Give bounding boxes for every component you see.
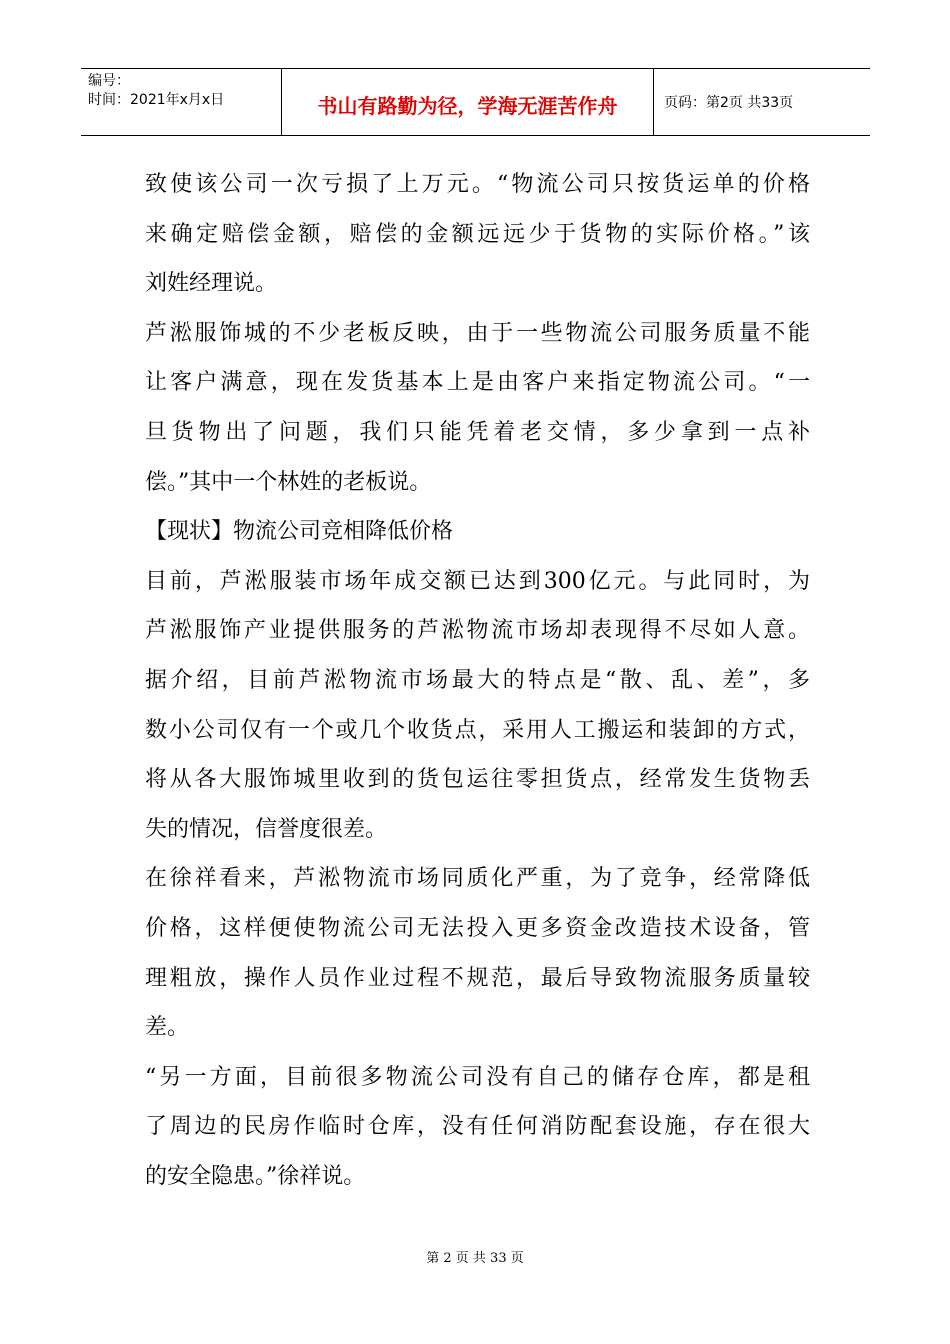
text-line: 让客户满意，现在发货基本上是由客户来指定物流公司。“一 <box>145 370 810 396</box>
text-line: 数小公司仅有一个或几个收货点，采用人工搬运和装卸的方式， <box>145 717 810 743</box>
text-line: 据介绍，目前芦淞物流市场最大的特点是“散、乱、差”，多 <box>145 667 810 693</box>
section-heading: 【现状】物流公司竞相降低价格 <box>145 519 454 545</box>
text-line: 价格，这样便使物流公司无法投入更多资金改造技术设备，管 <box>145 915 810 941</box>
text-line: 芦淞服饰产业提供服务的芦淞物流市场却表现得不尽如人意。 <box>145 618 810 644</box>
text-line: 理粗放，操作人员作业过程不规范，最后导致物流服务质量较 <box>145 965 810 991</box>
text-line: 芦淞服饰城的不少老板反映，由于一些物流公司服务质量不能 <box>145 320 810 346</box>
text-line: 失的情况，信誉度很差。 <box>145 816 388 842</box>
text-line: 刘姓经理说。 <box>145 271 278 297</box>
text-line: 差。 <box>145 1015 190 1041</box>
text-line: 致使该公司一次亏损了上万元。“物流公司只按货运单的价格 <box>145 172 810 197</box>
text-line: 来确定赔偿金额，赔偿的金额远远少于货物的实际价格。”该 <box>145 221 810 247</box>
text-line: “另一方面，目前很多物流公司没有自己的储存仓库，都是租 <box>145 1064 810 1090</box>
text-line: 旦货物出了问题，我们只能凭着老交情，多少拿到一点补 <box>145 419 810 445</box>
document-body <box>145 160 810 1201</box>
header-page-number: 页码：第2页 共33页 <box>664 95 794 111</box>
page-footer: 第 2 页 共 33 页 <box>426 1251 524 1266</box>
text-line: 偿。”其中一个林姓的老板说。 <box>145 469 432 495</box>
page-header <box>81 68 870 136</box>
header-motto: 书山有路勤为径，学海无涯苦作舟 <box>282 69 654 135</box>
serial-number-label: 编号： <box>88 73 130 89</box>
text-line: 了周边的民房作临时仓库，没有任何消防配套设施，存在很大 <box>145 1114 810 1140</box>
text-line: 目前，芦淞服装市场年成交额已达到300亿元。与此同时，为 <box>145 568 810 594</box>
header-meta <box>81 69 282 135</box>
text-line: 在徐祥看来，芦淞物流市场同质化严重，为了竞争，经常降低 <box>145 866 810 892</box>
time-label: 时间：2021年x月x日 <box>88 92 225 108</box>
text-line: 将从各大服饰城里收到的货包运往零担货点，经常发生货物丢 <box>145 767 810 793</box>
text-line: 的安全隐患。”徐祥说。 <box>145 1163 366 1189</box>
